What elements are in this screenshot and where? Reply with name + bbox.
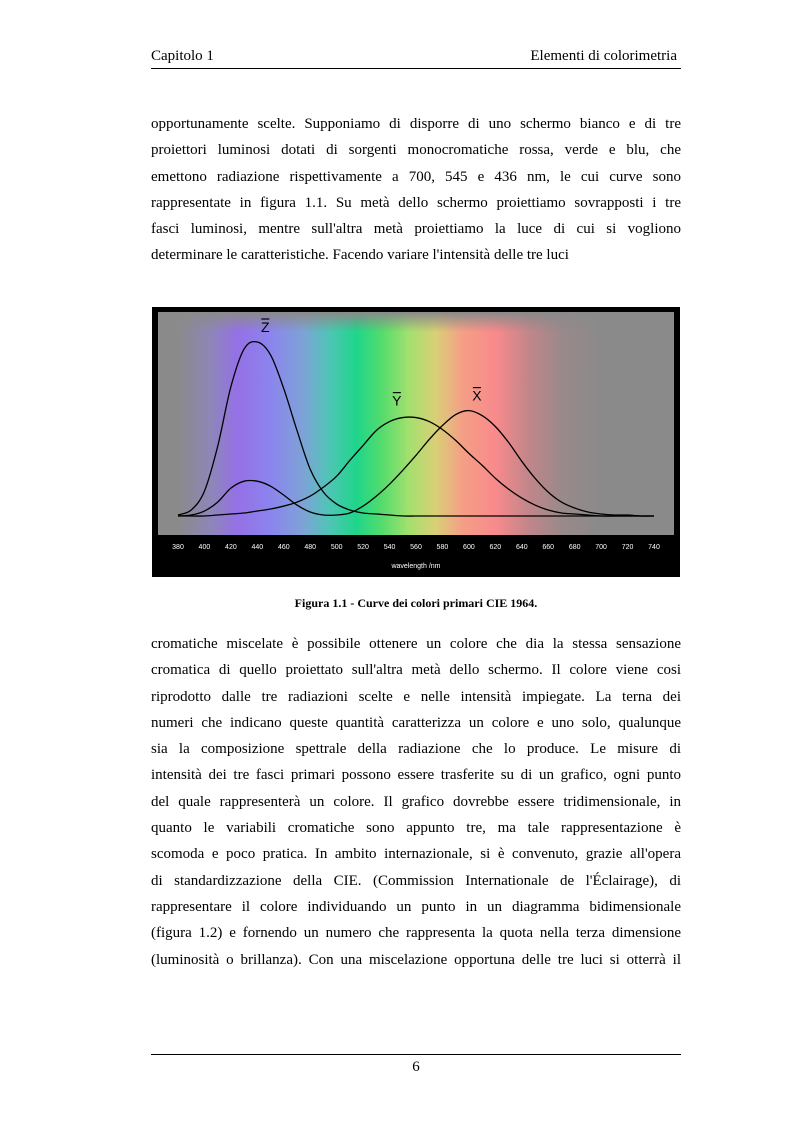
x-tick-label: 660 bbox=[542, 544, 555, 551]
page-number: 6 bbox=[412, 1059, 420, 1075]
text-line: fasci luminosi, mentre sull'altra metà proiettiamo la luce di cui si vogliono bbox=[151, 221, 681, 238]
curve-label-z: Z bbox=[261, 319, 270, 335]
text-line: proiettori luminosi dotati di sorgenti monocromatiche rossa, verde e blu, che bbox=[151, 142, 681, 159]
x-tick-label: 540 bbox=[383, 544, 396, 551]
cie-color-matching-chart bbox=[152, 307, 680, 577]
x-tick-label: 740 bbox=[648, 544, 660, 551]
curve-label-y: Y bbox=[392, 392, 402, 409]
text-line: del quale rappresenterà un colore. Il grafico dovrebbe essere tridimensionale, in bbox=[151, 793, 681, 810]
text-line: opportunamente scelte. Supponiamo di disporre di uno schermo bianco e di tre bbox=[151, 116, 681, 132]
x-tick-label: 600 bbox=[463, 544, 475, 551]
text-line: riprodotto dalle tre radiazioni scelte e nelle intensità impiegate. La terna dei bbox=[151, 688, 681, 705]
page-header bbox=[151, 48, 681, 69]
curve-label-x: X bbox=[472, 387, 482, 404]
x-tick-label: 380 bbox=[172, 544, 184, 551]
text-line: scomoda e poco pratica. In ambito internazionale, si è convenuto, grazie all'opera bbox=[151, 846, 681, 863]
x-tick-label: 520 bbox=[357, 544, 369, 551]
x-tick-label: 400 bbox=[198, 544, 211, 551]
chapter-label: Capitolo 1 bbox=[151, 48, 214, 64]
x-tick-label: 620 bbox=[489, 544, 502, 551]
x-tick-label: 460 bbox=[277, 544, 290, 551]
x-tick-label: 580 bbox=[436, 544, 449, 551]
text-line: quanto le variabili cromatiche sono appunto tre, ma tale rappresentazione è bbox=[151, 820, 681, 837]
text-line: intensità dei tre fasci primari possono essere trasferite su di un grafico, ogni punto bbox=[151, 767, 681, 784]
text-line: (figura 1.2) e fornendo un numero che rappresenta la quota nella terza dimensione bbox=[151, 925, 681, 942]
text-line: di standardizzazione della CIE. (Commission Internationale de l'Éclairage), di bbox=[151, 872, 681, 889]
x-tick-label: 720 bbox=[621, 544, 634, 551]
x-tick-label: 560 bbox=[410, 544, 422, 551]
text-line: determinare le caratteristiche. Facendo variare l'intensità delle tre luci bbox=[151, 247, 569, 264]
x-tick-label: 480 bbox=[304, 544, 317, 551]
x-tick-label: 500 bbox=[330, 544, 343, 551]
x-tick-label: 640 bbox=[515, 544, 528, 551]
section-title: Elementi di colorimetria bbox=[530, 48, 677, 64]
text-line: (luminosità o brillanza). Con una miscelazione opportuna delle tre luci si otterrà il bbox=[151, 951, 681, 968]
text-line: sia la composizione spettrale della radiazione che lo produce. Le misure di bbox=[151, 741, 681, 758]
paragraph-intro bbox=[151, 111, 681, 269]
x-tick-label: 440 bbox=[251, 544, 264, 551]
x-axis-label: wavelength /nm bbox=[391, 563, 441, 570]
paragraph-main bbox=[151, 631, 681, 973]
spectrum-band bbox=[158, 312, 674, 535]
x-tick-label: 420 bbox=[225, 544, 237, 551]
text-line: cromatiche miscelate è possibile ottenere un colore che dia la stessa sensazione bbox=[151, 636, 681, 652]
spectrum-fade bbox=[158, 312, 674, 332]
text-line: rappresentare il colore individuando un punto in un diagramma bidimensionale bbox=[151, 898, 681, 915]
text-line: numeri che indicano queste quantità caratterizza un colore e uno solo, qualunque bbox=[151, 714, 681, 731]
x-tick-label: 680 bbox=[568, 544, 581, 551]
footer-rule bbox=[151, 1054, 681, 1055]
text-line: cromatica di quello proiettato sull'altra metà dello schermo. Il colore viene cosi bbox=[151, 662, 681, 679]
text-line: emettono radiazione rispettivamente a 700, 545 e 436 nm, le cui curve sono bbox=[151, 168, 681, 185]
text-line: rappresentate in figura 1.1. Su metà dello schermo proiettiamo sovrapposti i tre bbox=[151, 194, 681, 211]
x-tick-label: 700 bbox=[595, 544, 607, 551]
figure-caption: Figura 1.1 - Curve dei colori primari CIE 1964. bbox=[294, 596, 538, 610]
